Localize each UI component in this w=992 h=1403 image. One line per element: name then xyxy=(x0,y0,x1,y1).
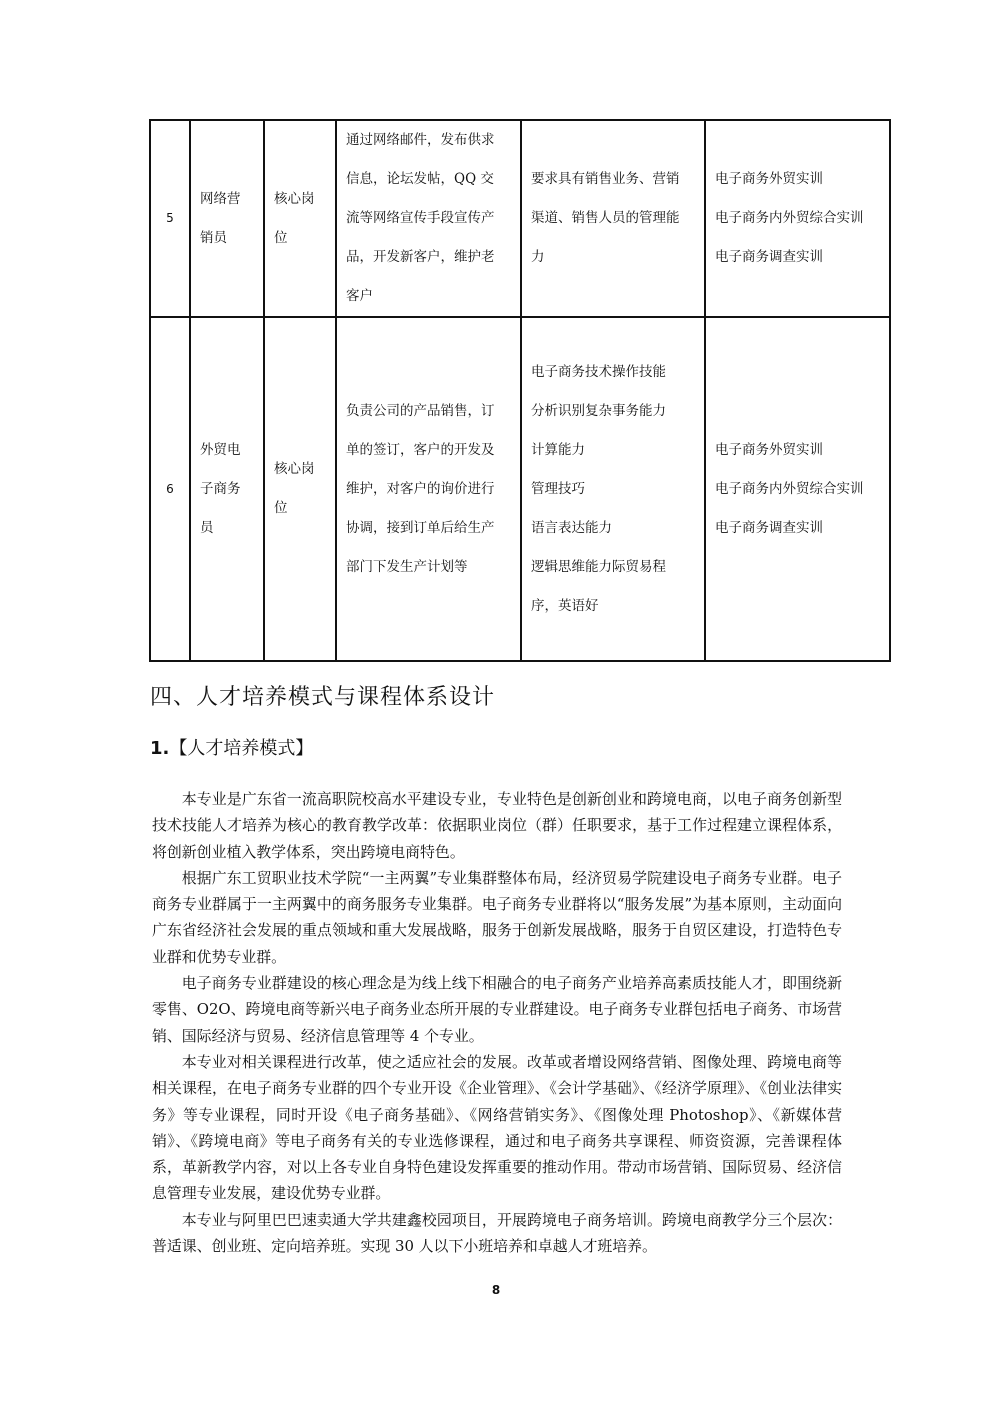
paragraph: 电子商务专业群建设的核心理念是为线上线下相融合的电子商务产业培养高素质技能人才，即围绕新零售、O2O、跨境电商等新兴电子商务业态所开展的专业群建设。电子商务专业群包括电子商务、市场营销、国际经济与贸易、经济信息管理等 4 个专业。 xyxy=(152,974,842,1045)
duties-cell: 负责公司的产品销售，订 单的签订，客户的开发及 维护，对客户的询价进行 协调，接到订单后给生产 部门下发生产计划等 xyxy=(336,317,521,661)
page-number: 8 xyxy=(491,1283,501,1297)
job-positions-table xyxy=(149,119,891,662)
abilities-cell: 电子商务技术操作技能 分析识别复杂事务能力 计算能力 管理技巧 语言表达能力 逻辑思维能力际贸易程 序，英语好 xyxy=(521,317,705,661)
row-number: 5 xyxy=(150,120,190,317)
training-cell: 电子商务外贸实训 电子商务内外贸综合实训 电子商务调查实训 xyxy=(705,317,890,661)
row-number: 6 xyxy=(150,317,190,661)
position-level-cell: 核心岗 位 xyxy=(264,317,336,661)
paragraph: 本专业与阿里巴巴速卖通大学共建鑫校园项目，开展跨境电子商务培训。跨境电商教学分三个层次：普适课、创业班、定向培养班。实现 30 人以下小班培养和卓越人才班培养。 xyxy=(152,1210,842,1256)
paragraph: 根据广东工贸职业技术学院“一主两翼”专业集群整体布局，经济贸易学院建设电子商务专业群。电子商务专业群属于一主两翼中的商务服务专业集群。电子商务专业群将以“服务发展”为基本原则，主动面向广东省经济社会发展的重点领域和重大发展战略，服务于创新发展战略，服务于自贸区建设，打造特色专业群和优势专业群。 xyxy=(152,868,842,966)
subheading-title: 【人才培养模式】 xyxy=(169,738,314,759)
subheading xyxy=(150,734,313,764)
position-level-cell: 核心岗 位 xyxy=(264,120,336,317)
subheading-number: 1. xyxy=(150,738,170,759)
position-cell: 外贸电 子商务 员 xyxy=(190,317,264,661)
section-heading: 四、人才培养模式与课程体系设计 xyxy=(150,685,496,710)
paragraph: 本专业对相关课程进行改革，使之适应社会的发展。改革或者增设网络营销、图像处理、跨境电商等相关课程，在电子商务专业群的四个专业开设《企业管理》、《会计学基础》、《经济学原理》、《创业法律实务》等专业课程，同时开设《电子商务基础》、《网络营销实务》、《图像处理 Photoshop》、《新媒体营销》、《跨境电商》等电子商务有关的专业选修课程，通过和电子商务共享课程、师资资源，完善课程体系，革新教学内容，对以上各专业自身特色建设发挥重要的推动作用。带动市场营销、国际贸易、经济信息管理专业发展，建设优势专业群。 xyxy=(152,1052,842,1203)
duties-cell: 通过网络邮件，发布供求 信息，论坛发帖，QQ 交 流等网络宣传手段宣传产 品，开发新客户，维护老 客户 xyxy=(336,120,521,317)
abilities-cell: 要求具有销售业务、营销 渠道、销售人员的管理能 力 xyxy=(521,120,705,317)
table-row xyxy=(150,120,890,317)
position-cell: 网络营 销员 xyxy=(190,120,264,317)
table-row xyxy=(150,317,890,661)
paragraph: 本专业是广东省一流高职院校高水平建设专业，专业特色是创新创业和跨境电商，以电子商务创新型技术技能人才培养为核心的教育教学改革：依据职业岗位（群）任职要求，基于工作过程建立课程体系，将创新创业植入教学体系，突出跨境电商特色。 xyxy=(152,790,842,861)
body-text xyxy=(152,786,842,1259)
training-cell: 电子商务外贸实训 电子商务内外贸综合实训 电子商务调查实训 xyxy=(705,120,890,317)
